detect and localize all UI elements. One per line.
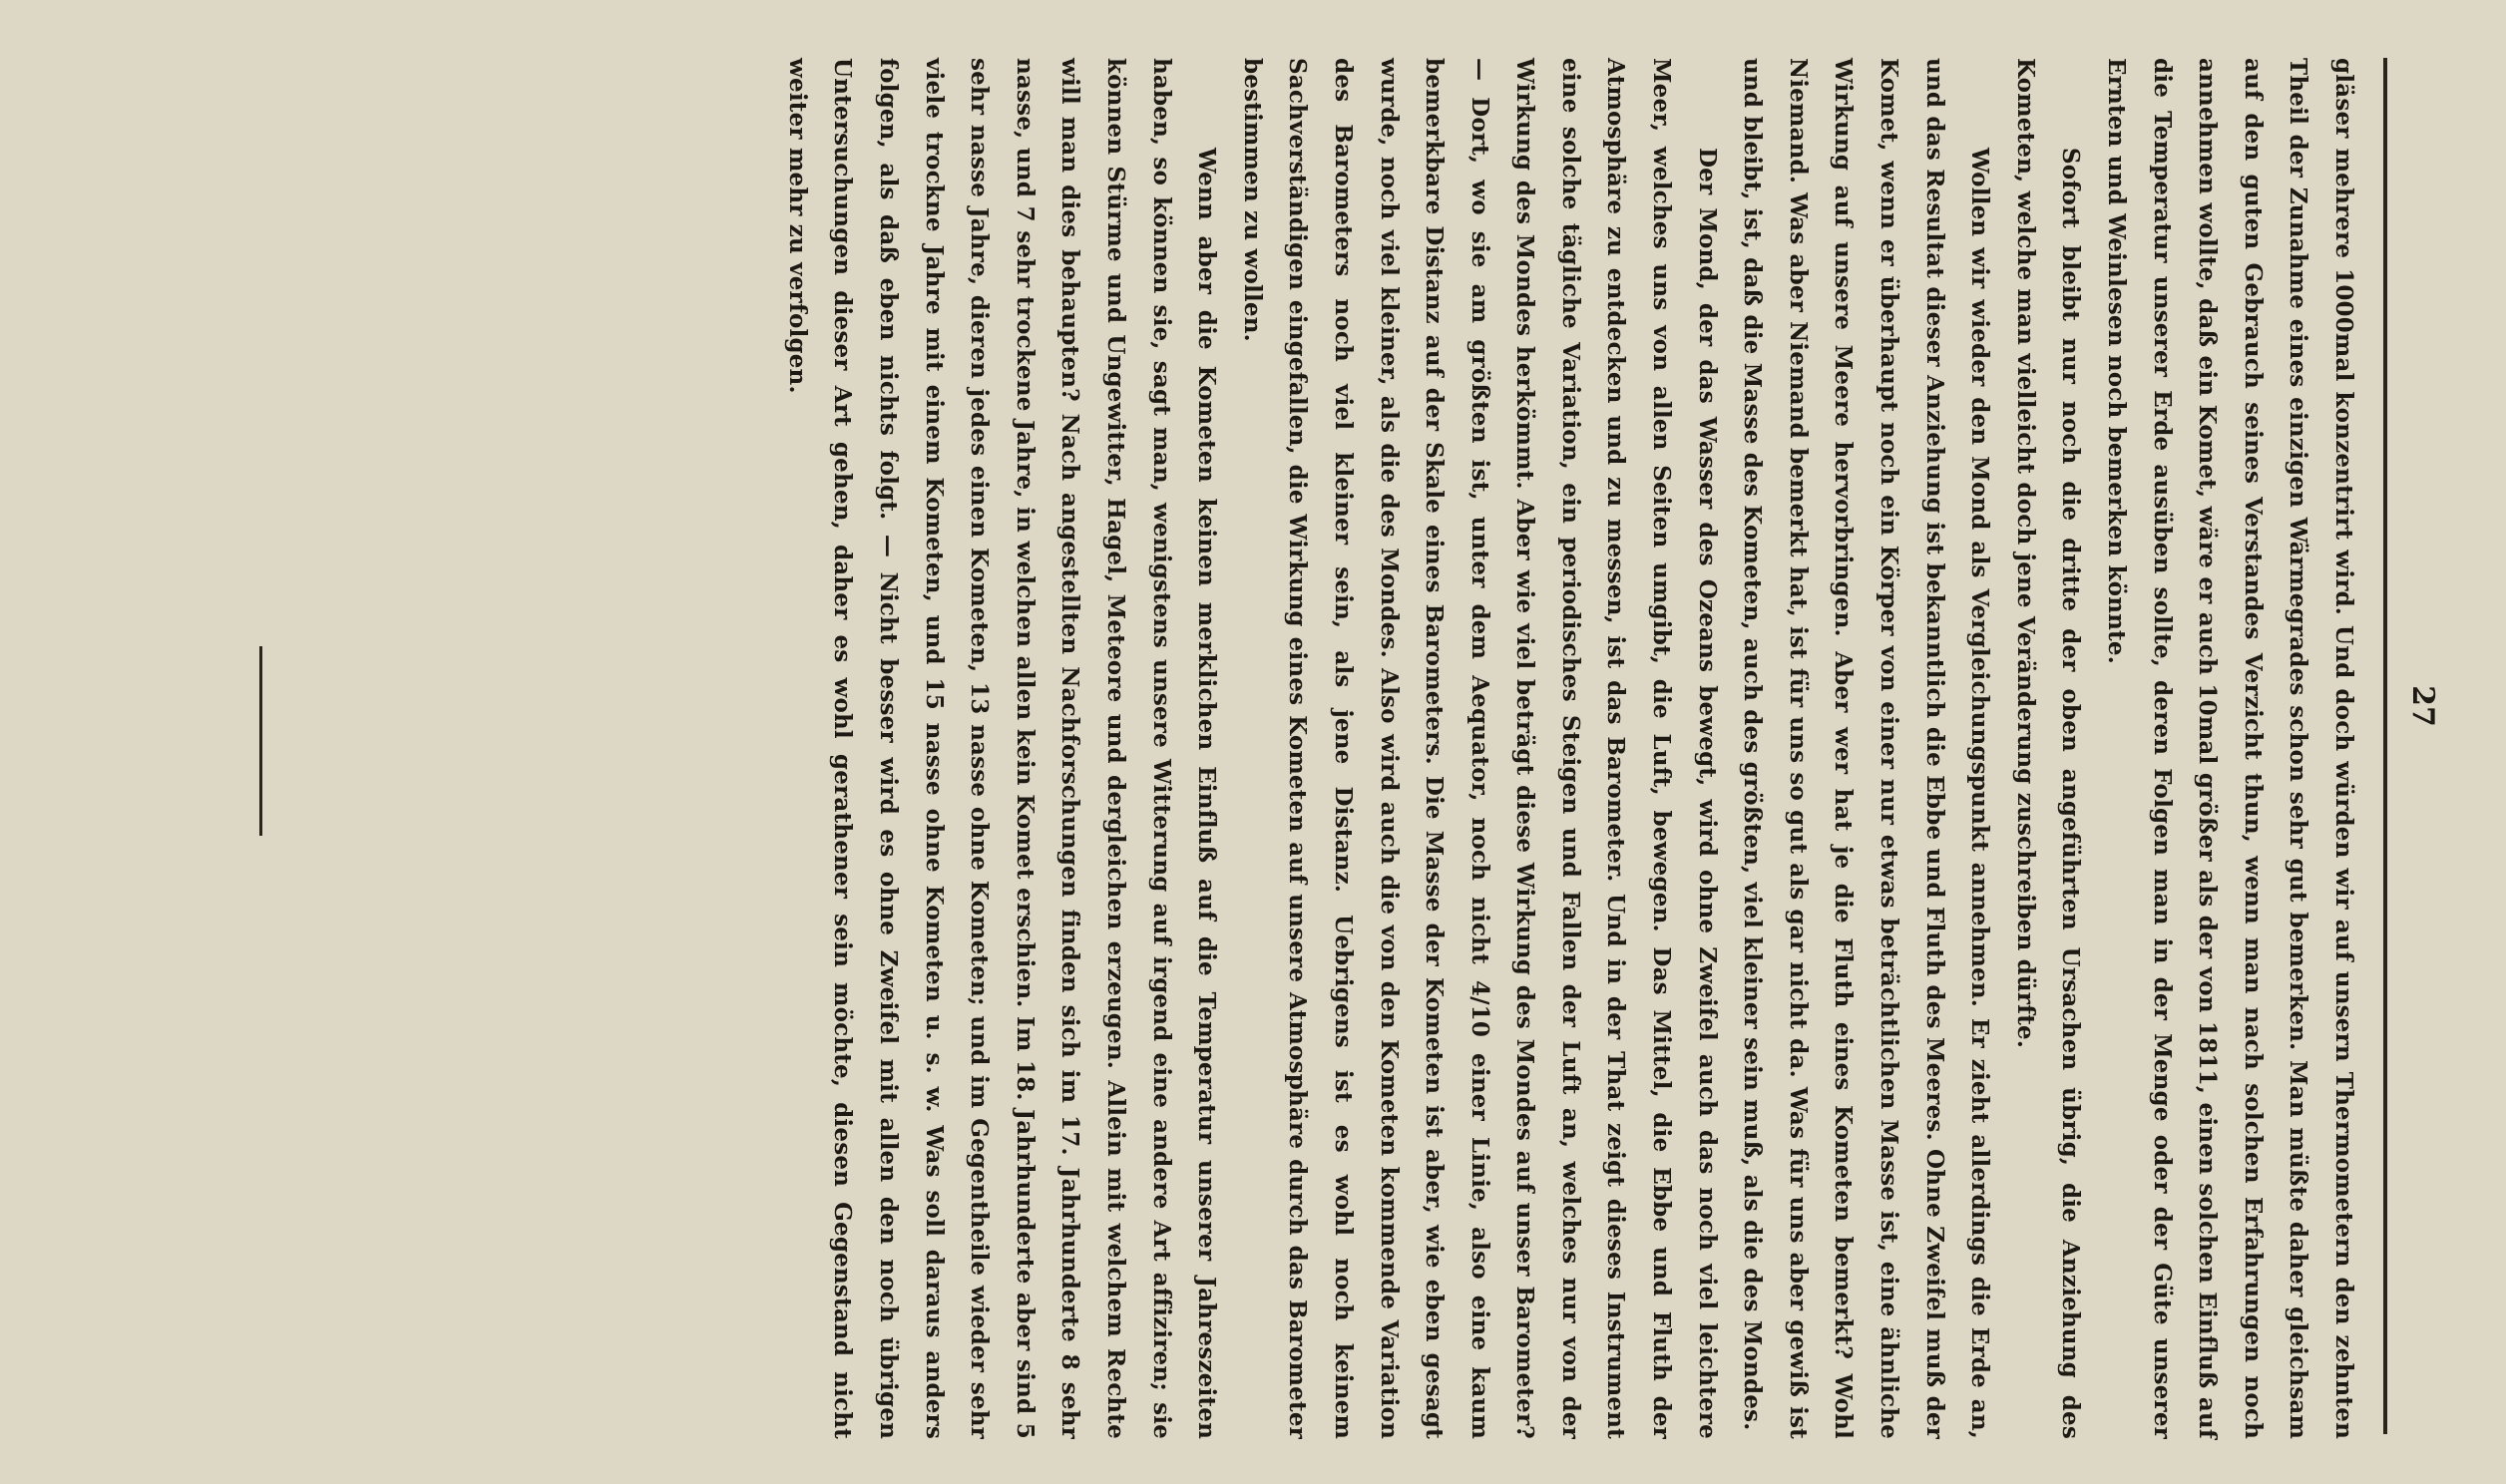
paragraph-5: Wenn aber die Kometen keinen merklichen Einfluß auf die Temperatur unserer Jahreszeiten haben, so können sie, sagt man, wenigstens unsere Witterung auf irgend eine andere Art affiziren; sie können Stürme und Ungewitter, Hagel, Meteore und dergleichen erzeugen. Allein mit welchem Rechte will man dies behaupten? Nach angestellten Nachforschungen finden sich im 17. Jahrhunderte 8 sehr nasse, und 7 sehr trockene Jahre, in welchen allen kein Komet erschien. Im 18. Jahrhunderte aber sind 5 sehr nasse Jahre, dieren jedes einen Kometen, 13 nasse ohne Kometen; und im Gegentheile wieder sehr viele trockne Jahre mit einem Kometen, und 15 nasse ohne Kometen u. s. w. Was soll daraus anders folgen, als daß eben nichts folgt. — Nicht besser wird es ohne Zweifel mit allen den noch übrigen Untersuchungen dieser Art gehen, daher es wohl gerathener sein möchte, diesen Gegenstand nicht weiter mehr zu verfolgen. — [783, 58, 1221, 1439]
page-number: 27 — [2405, 685, 2440, 727]
end-rule — [259, 646, 262, 836]
page-body — [774, 58, 2366, 1439]
paragraph-4: Der Mond, der das Wasser des Ozeans bewegt, wird ohne Zweifel auch das noch viel leichtere Meer, welches uns von allen Seiten umgibt, die Luft, bewegen. Das Mittel, die Ebbe und Fluth der Atmosphäre zu entdecken und zu messen, ist das Barometer. Und in der That zeigt dieses Instrument eine solche tägliche Variation, ein periodisches Steigen und Fallen der Luft an, welches nur von der Wirkung des Mondes herkömmt. Aber wie viel beträgt diese Wirkung des Mondes auf unser Barometer? — Dort, wo sie am größten ist, unter dem Aequator, noch nicht 4/10 einer Linie, also eine kaum bemerkbare Distanz auf der Skale eines Barometers. Die Masse der Kometen ist aber, wie eben gesagt wurde, noch viel kleiner, als die des Mondes. Also wird auch die von den Kometen kommende Variation des Barometers noch viel kleiner sein, als jene Distanz. Uebrigens ist es wohl noch keinem Sachverständigen eingefallen, die Wirkung eines Kometen auf unsere Atmosphäre durch das Barometer bestimmen zu wollen. — [1238, 58, 1721, 1439]
rotated-book-page — [148, 58, 2442, 1454]
paragraph-1: gläser mehrere 1000mal konzentrirt wird. Und doch würden wir auf unsern Thermometern den zehnten Theil der Zunahme eines einzigen Wärmegrades schon sehr gut bemerken. Man müßte daher gleichsam auf den guten Gebrauch seines Verstandes Verzicht thun, wenn man nach solchen Erfahrungen noch annehmen wollte, daß ein Komet, wäre er auch 10mal größer als der von 1811, einen solchen Einfluß auf die Temperatur unserer Erde ausüben sollte, deren Folgen man in der Menge oder der Güte unserer Ernten und Weinlesen noch bemerken könnte. — [2103, 58, 2357, 1439]
header-rule — [2383, 58, 2387, 1434]
paragraph-2: Sofort bleibt nur noch die dritte der oben angeführten Ursachen übrig, die Anziehung des Kometen, welche man vielleicht doch jene Veränderung zuschreiben dürfte. — [2011, 58, 2085, 1439]
paragraph-3: Wollen wir wieder den Mond als Vergleichungspunkt annehmen. Er zieht allerdings die Erde an, und das Resultat dieser Anziehung ist bekanntlich die Ebbe und Fluth des Meeres. Ohne Zweifel muß der Komet, wenn er überhaupt noch ein Körper von einer nur etwas beträchtlichen Masse ist, eine ähnliche Wirkung auf unsere Meere hervorbringen. Aber wer hat je die Fluth eines Kometen bemerkt? Wohl Niemand. Was aber Niemand bemerkt hat, ist für uns so gut als gar nicht da. Was für uns aber gewiß ist und bleibt, ist, daß die Masse des Kometen, auch des größten, viel kleiner sein muß, als die des Mondes. — [1739, 58, 1994, 1439]
